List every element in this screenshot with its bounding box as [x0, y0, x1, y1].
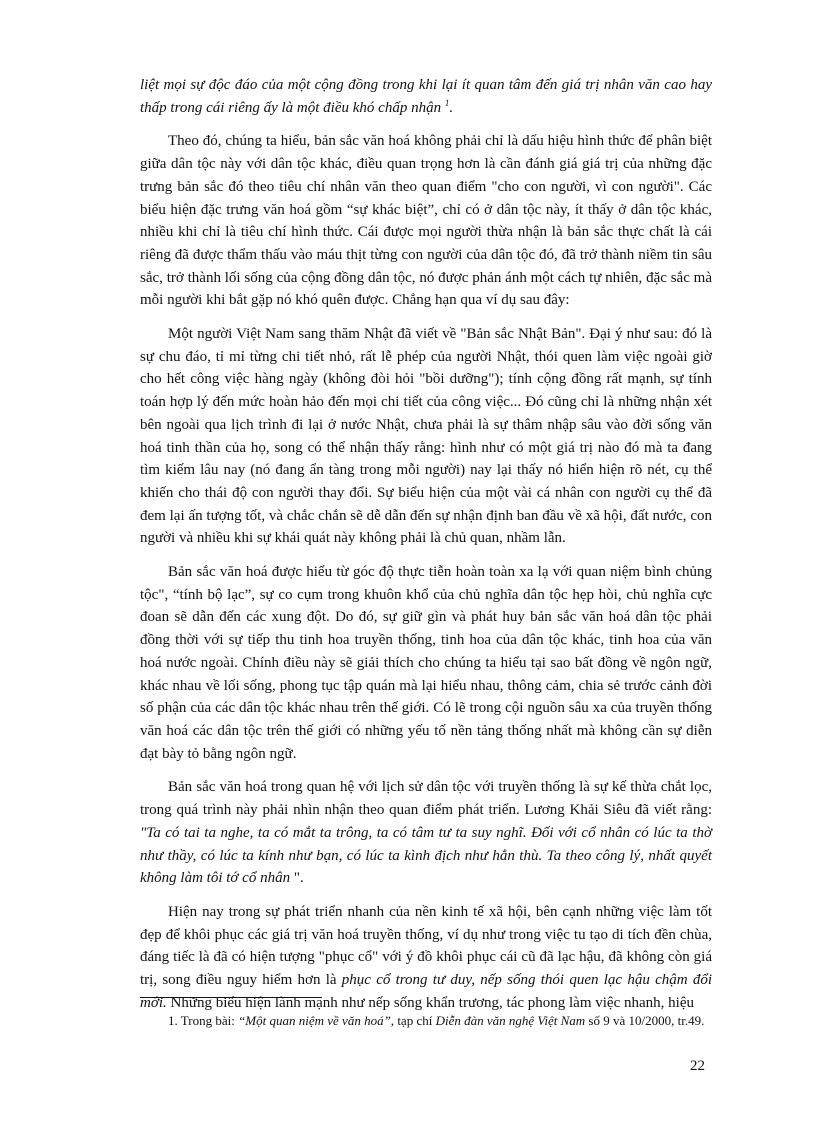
- paragraph-text: Một người Việt Nam sang thăm Nhật đã viết về "Bản sắc Nhật Bản". Đại ý như sau: đó là sự chu đáo, tỉ mỉ từng chi tiết nhỏ, rất lễ phép của người Nhật, thói quen làm việc ngoài giờ cho hết công việc hàng ngày (không đòi hỏi "bồi dưỡng"); tính cộng đồng rất mạnh, sự tính toán hợp lý đến mức hoàn hảo đến mọi chi tiết của công việc... Đó cũng chỉ là những nhận xét bên ngoài qua lịch trình đi lại ở nước Nhật, chưa phải là sự thâm nhập sâu vào đời sống văn hoá tinh thần của họ, song có thể nhận thấy rằng: hình như có một giá trị nào đó mà ta đang tìm kiếm lâu nay (nó đang ẩn tàng trong mỗi người) nay lại thấy nó hiển hiện rõ nét, cụ thể khiến cho thái độ con người thay đổi. Sự biểu hiện của một vài cá nhân con người cụ thể đã đem lại ấn tượng tốt, và chắc chắn sẽ dễ dẫn đến sự nhận định ban đầu về xã hội, đất nước, con người và nhiều khi sự khái quát này không phải là chủ quan, nhầm lẫn.: [140, 326, 712, 547]
- paragraph: [140, 776, 712, 890]
- paragraph-text: .: [449, 99, 454, 116]
- page-number: 22: [690, 1058, 705, 1074]
- paragraph-text: Theo đó, chúng ta hiểu, bản sắc văn hoá không phải chỉ là dấu hiệu hình thức để phân biệt giữa dân tộc này với dân tộc khác, điều quan trọng hơn là cần đánh giá giá trị của những đặc trưng bản sắc đó theo tiêu chí nhân văn theo quan điểm "cho con người, vì con người". Các biểu hiện đặc trưng văn hoá gồm “sự khác biệt”, chỉ có ở dân tộc này, ít thấy ở dân tộc khác, nhiều khi chỉ là tiêu chí hình thức. Cái được mọi người thừa nhận là bản sắc thực chất là cái riêng đã được thẩm thấu vào máu thịt từng con người của dân tộc đó, đã trở thành niềm tin sâu sắc, trở thành lối sống của cộng đồng dân tộc, nó được phản ánh một cách tự nhiên, đặc sắc mà mỗi người khi bắt gặp nó khó quên được. Chẳng hạn qua ví dụ sau đây:: [140, 133, 712, 309]
- footnote-article-title: “Một quan niệm về văn hoá”,: [238, 1013, 395, 1028]
- footnote-ref: 1: [444, 97, 450, 108]
- paragraph-text: Hiện nay trong sự phát triển nhanh của nền kinh tế xã hội, bên cạnh những việc làm tốt đẹp để khôi phục các giá trị văn hoá truyền thống, ví dụ như trong việc tu tạo di tích đền chùa, đáng tiếc là đã có hiện tượng "phục cổ" với ý đồ khôi phục cái cũ đã lạc hậu, đã không còn giá trị, song điều nguy hiểm hơn là: [140, 903, 712, 989]
- footnote-text: tạp chí: [394, 1013, 436, 1028]
- paragraph-text: Bản sắc văn hoá được hiểu từ góc độ thực tiễn hoàn toàn xa lạ với quan niệm bình chủng tộc", “tính bộ lạc”, sự co cụm trong khuôn khổ của chủ nghĩa dân tộc hẹp hòi, chủ nghĩa cực đoan sẽ dẫn đến các xung đột. Do đó, sự giữ gìn và phát huy bản sắc văn hoá dân tộc phải đồng thời với sự tiếp thu tinh hoa truyền thống, tinh hoa của dân tộc khác, tinh hoa của văn hoá nước ngoài. Chính điều này sẽ giải thích cho chúng ta hiểu tại sao bất đồng về ngôn ngữ, khác nhau về lối sống, phong tục tập quán mà lại hiểu nhau, thông cảm, chia sẻ trước cảnh đời số phận của các dân tộc khác nhau trên thế giới. Có lẽ trong cội nguồn sâu xa của truyền thống văn hoá các dân tộc trên thế giới có những yếu tố nền tảng thống nhất mà không cần sự diễn đạt bày tỏ bằng ngôn ngữ.: [140, 564, 712, 762]
- footnote-divider: [140, 997, 322, 998]
- paragraph-continuation: [140, 74, 712, 119]
- paragraph: [140, 323, 712, 550]
- footnote-text: số 9 và 10/2000, tr.49.: [585, 1013, 705, 1028]
- footnote-journal-name: Diễn đàn văn nghệ Việt Nam: [435, 1013, 586, 1028]
- paragraph-text: ".: [293, 870, 304, 887]
- footnote-text: 1. Trong bài:: [168, 1013, 239, 1028]
- paragraph-text: Bản sắc văn hoá trong quan hệ với lịch sử dân tộc với truyền thống là sự kế thừa chắt lọc, trong quá trình này phải nhìn nhận theo quan điểm phát triển. Lương Khải Siêu đã viết rằng:: [140, 779, 712, 819]
- page-body: [140, 74, 712, 1025]
- footnote: [140, 1011, 712, 1030]
- paragraph: [140, 130, 712, 312]
- emphasis-text: phục cổ trong tư duy, nếp sống thói quen lạc hậu chậm đổi mới.: [140, 972, 712, 1011]
- quotation-text: "Ta có tai ta nghe, ta có mắt ta trông, ta có tâm tư ta suy nghĩ. Đối với cổ nhân có lúc ta thờ như thầy, có lúc ta kính như bạn, có lúc ta kình địch như hẳn thù. Ta theo công lý, nhất quyết không làm tôi tớ cổ nhân: [140, 824, 712, 887]
- paragraph-text: Những biểu hiện lành mạnh như nếp sống khẩn trương, tác phong làm việc nhanh, hiệu: [166, 994, 694, 1011]
- paragraph-text: liệt mọi sự độc đáo của một cộng đồng trong khi lại ít quan tâm đến giá trị nhân văn cao hay thấp trong cái riêng ấy là một điều khó chấp nhận: [140, 77, 712, 116]
- paragraph: [140, 561, 712, 765]
